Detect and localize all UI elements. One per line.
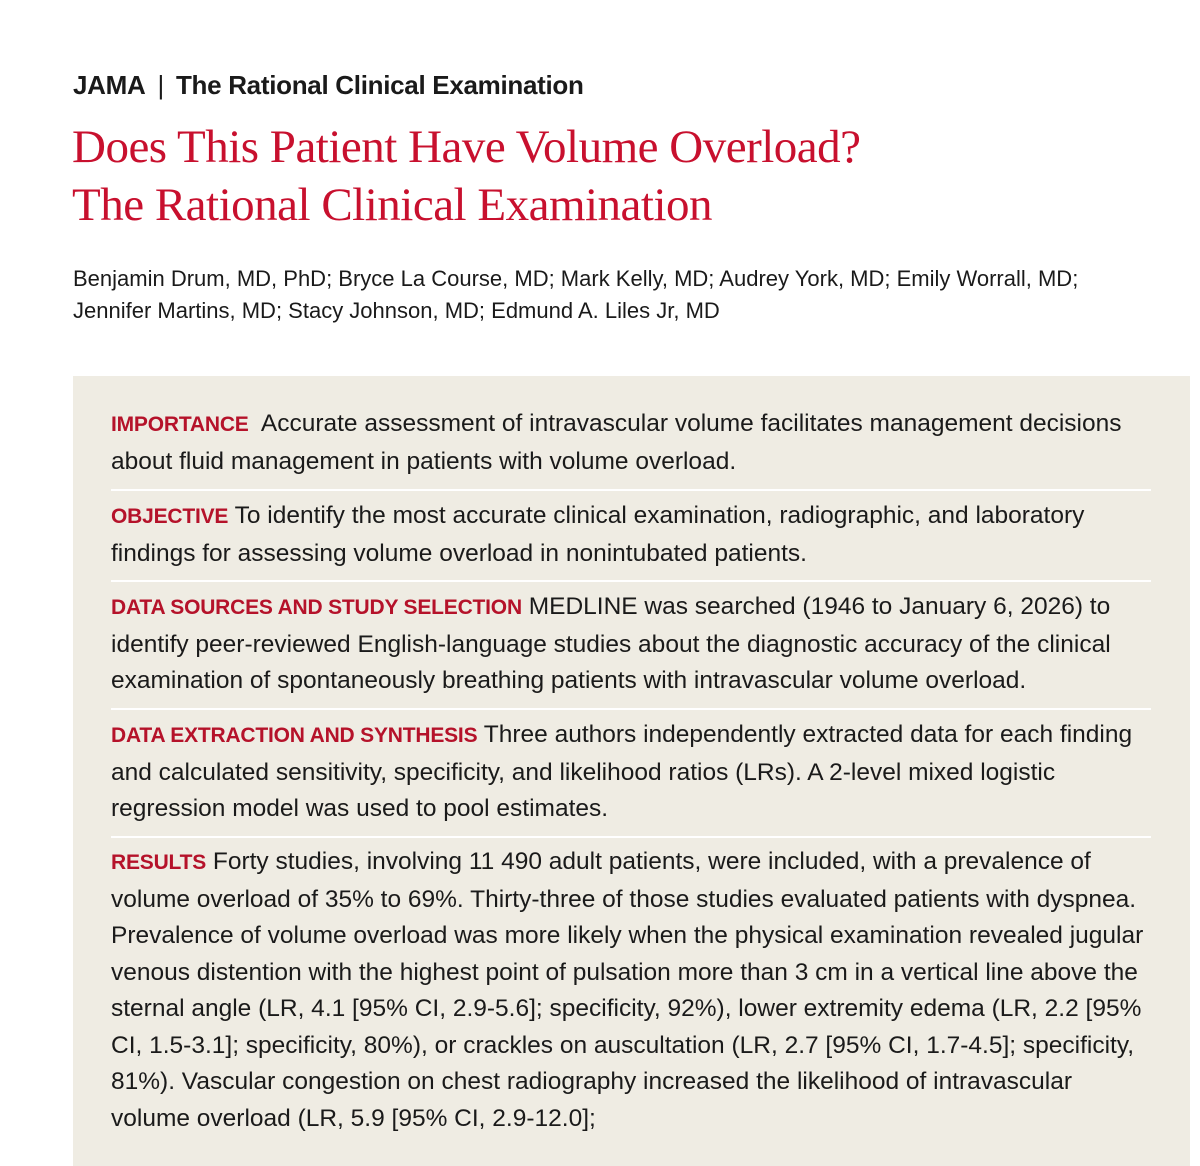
author-list xyxy=(73,263,1153,327)
abstract-data-sources xyxy=(111,589,1151,700)
author-line-1: Benjamin Drum, MD, PhD; Bryce La Course, MD; Mark Kelly, MD; Audrey York, MD; Emily Worrall, MD; xyxy=(73,266,1079,291)
section-label-results: RESULTS xyxy=(111,851,207,874)
section-text-results: Forty studies, involving 11 490 adult patients, were included, with a prevalence of volume overload of 35% to 69%. Thirty-three of those studies evaluated patients with dyspnea. Prevalence of volume overload was more likely when the physical examination revealed jugular venous distention with the highest point of pulsation more than 3 cm in a vertical line above the sternal angle (LR, 4.1 [95% CI, 2.9-5.6]; specificity, 92%), lower extremity edema (LR, 2.2 [95% CI, 1.5-3.1]; specificity, 80%), or crackles on auscultation (LR, 2.7 [95% CI, 1.7-4.5]; specificity, 81%). Vascular congestion on chest radiography increased the likelihood of intravascular volume overload (LR, 5.9 [95% CI, 2.9-12.0]; xyxy=(111,848,1144,1132)
abstract-box xyxy=(73,376,1190,1166)
section-text-data-extraction: Three authors independently extracted data for each finding and calculated sensitivity, specificity, and likelihood ratios (LRs). A 2-level mixed logistic regression model was used to pool estimates. xyxy=(111,721,1133,822)
abstract-results xyxy=(111,844,1151,1137)
series-name: The Rational Clinical Examination xyxy=(175,70,584,100)
section-text-data-sources: MEDLINE was searched (1946 to January 6, 2026) to identify peer-reviewed English-language studies about the diagnostic accuracy of the clinical examination of spontaneously breathing patients with intravascular volume overload. xyxy=(111,593,1111,694)
section-text-objective: To identify the most accurate clinical examination, radiographic, and laboratory findings for assessing volume overload in nonintubated patients. xyxy=(111,502,1085,567)
section-divider xyxy=(111,580,1151,582)
abstract-importance xyxy=(111,406,1151,480)
section-divider xyxy=(111,836,1151,838)
section-divider xyxy=(111,489,1151,491)
article-title-subtitle: The Rational Clinical Examination xyxy=(72,179,713,231)
article-title xyxy=(72,118,861,234)
section-label-data-sources: DATA SOURCES AND STUDY SELECTION xyxy=(111,596,522,619)
author-line-2: Jennifer Martins, MD; Stacy Johnson, MD; Edmund A. Liles Jr, MD xyxy=(73,298,720,323)
section-label-objective: OBJECTIVE xyxy=(111,505,229,528)
journal-name: JAMA xyxy=(73,70,146,100)
section-label-importance: IMPORTANCE xyxy=(111,413,249,436)
section-divider xyxy=(111,708,1151,710)
article-title-main: Does This Patient Have Volume Overload? xyxy=(72,121,861,173)
header-separator: | xyxy=(157,70,164,100)
section-label-data-extraction: DATA EXTRACTION AND SYNTHESIS xyxy=(111,724,478,747)
journal-header xyxy=(73,70,584,101)
abstract-data-extraction xyxy=(111,717,1151,828)
section-text-importance: Accurate assessment of intravascular volume facilitates management decisions about fluid management in patients with volume overload. xyxy=(111,410,1122,475)
abstract-objective xyxy=(111,498,1151,572)
